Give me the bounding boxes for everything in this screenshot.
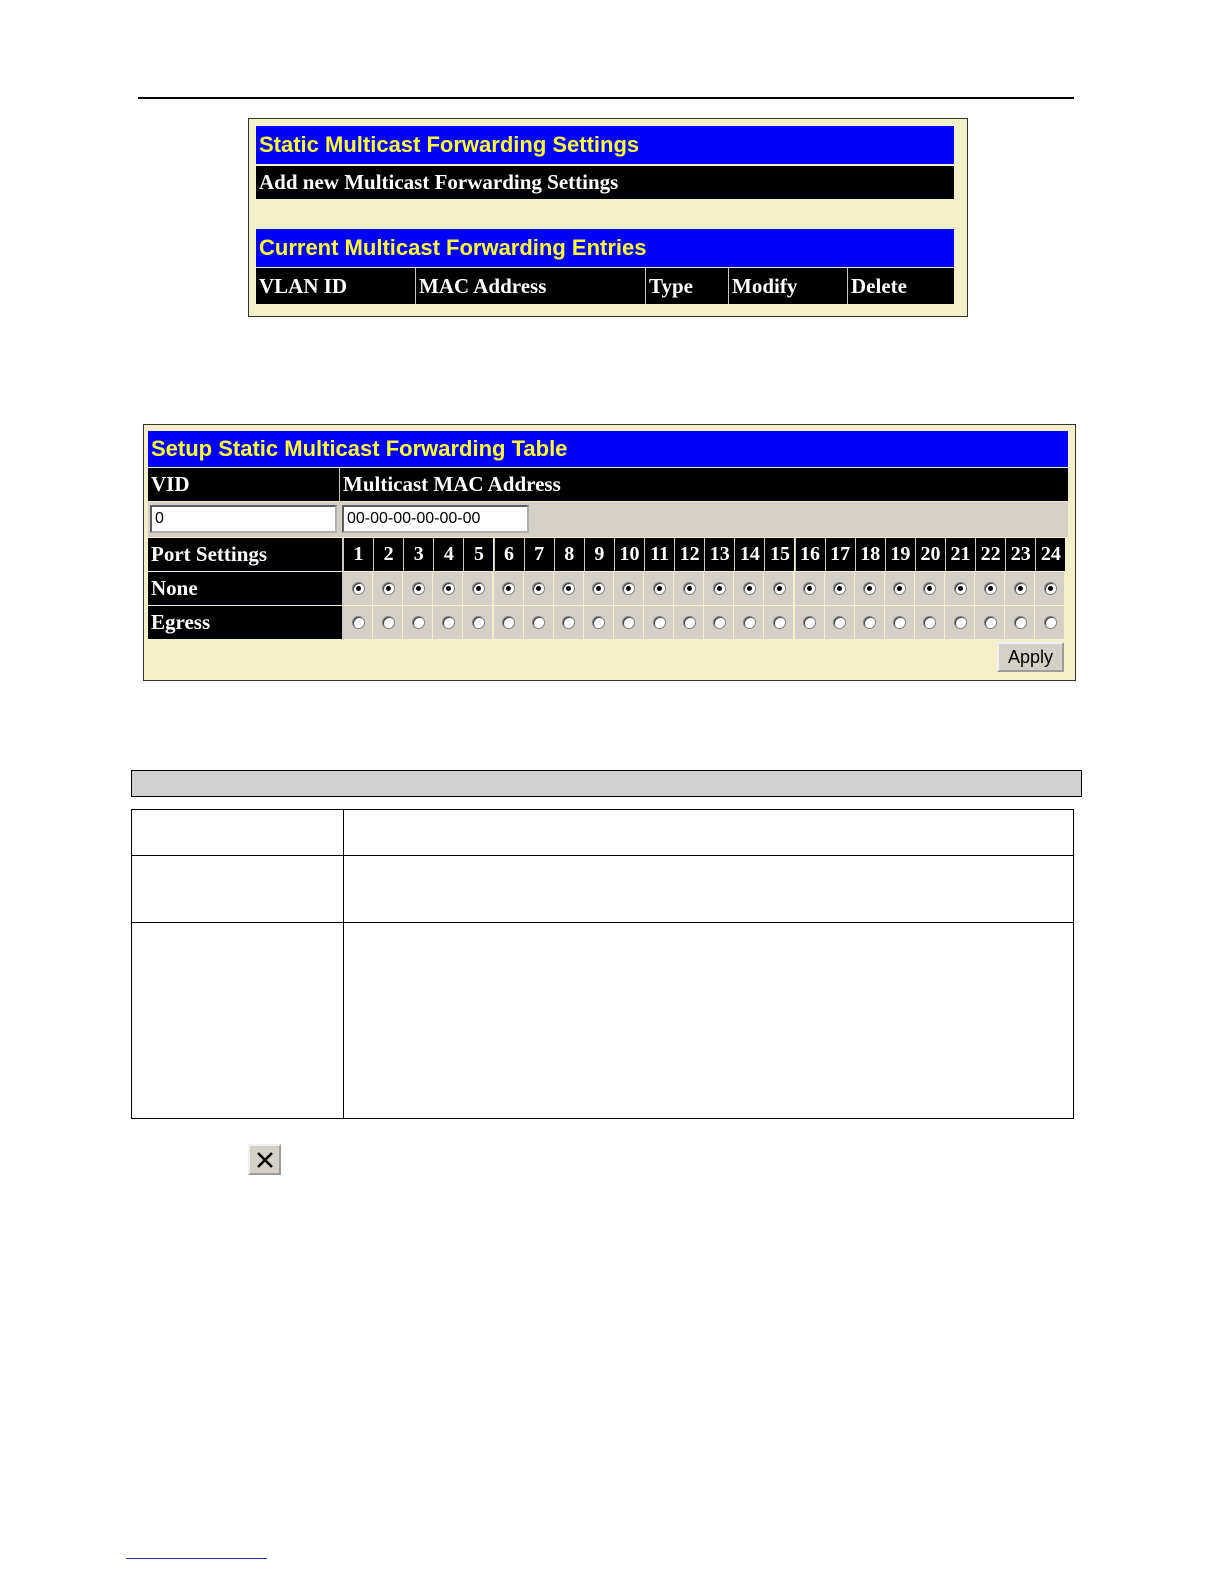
delete-x-icon[interactable] xyxy=(248,1144,281,1175)
port-17-none-radio[interactable] xyxy=(833,582,846,595)
port-9-none-radio[interactable] xyxy=(592,582,605,595)
footer-rule xyxy=(126,1558,267,1559)
row-none-label: None xyxy=(148,572,343,605)
description-table-header xyxy=(131,770,1082,797)
port-2-egress-radio[interactable] xyxy=(382,616,395,629)
radio-cell xyxy=(885,572,915,605)
apply-button[interactable]: Apply xyxy=(997,642,1064,672)
radio-cell xyxy=(795,606,825,639)
vid-label: VID xyxy=(148,468,340,501)
column-mac-address: MAC Address xyxy=(416,268,646,304)
column-vlan-id: VLAN ID xyxy=(256,268,416,304)
radio-cell xyxy=(915,606,945,639)
radio-cell xyxy=(764,606,794,639)
radio-cell xyxy=(855,572,885,605)
radio-cell xyxy=(584,606,614,639)
port-9-egress-radio[interactable] xyxy=(592,616,605,629)
radio-cell xyxy=(494,572,524,605)
port-11-none-radio[interactable] xyxy=(653,582,666,595)
row-egress-label: Egress xyxy=(148,606,343,639)
radio-cell xyxy=(1035,606,1065,639)
port-number-9: 9 xyxy=(584,538,614,571)
port-21-none-radio[interactable] xyxy=(954,582,967,595)
port-number-3: 3 xyxy=(403,538,433,571)
port-number-23: 23 xyxy=(1005,538,1035,571)
port-18-none-radio[interactable] xyxy=(863,582,876,595)
radio-cell xyxy=(704,572,734,605)
port-10-none-radio[interactable] xyxy=(622,582,635,595)
port-24-none-radio[interactable] xyxy=(1044,582,1057,595)
column-delete: Delete xyxy=(848,268,954,304)
radio-cell xyxy=(644,606,674,639)
port-number-4: 4 xyxy=(433,538,463,571)
port-number-17: 17 xyxy=(825,538,855,571)
radio-cell xyxy=(915,572,945,605)
port-4-none-radio[interactable] xyxy=(442,582,455,595)
port-5-egress-radio[interactable] xyxy=(472,616,485,629)
port-17-egress-radio[interactable] xyxy=(833,616,846,629)
radio-cell xyxy=(433,572,463,605)
mac-address-input[interactable] xyxy=(342,505,529,533)
port-7-egress-radio[interactable] xyxy=(532,616,545,629)
radio-cell xyxy=(674,606,704,639)
column-modify: Modify xyxy=(729,268,848,304)
port-3-egress-radio[interactable] xyxy=(412,616,425,629)
port-19-none-radio[interactable] xyxy=(893,582,906,595)
radio-cell xyxy=(945,606,975,639)
port-number-10: 10 xyxy=(614,538,644,571)
radio-cell xyxy=(373,572,403,605)
description-row-divider xyxy=(132,855,1073,856)
radio-cell xyxy=(764,572,794,605)
port-24-egress-radio[interactable] xyxy=(1044,616,1057,629)
port-20-none-radio[interactable] xyxy=(923,582,936,595)
setup-title: Setup Static Multicast Forwarding Table xyxy=(148,431,1068,467)
description-row-divider xyxy=(132,922,1073,923)
radio-cell xyxy=(554,606,584,639)
port-12-egress-radio[interactable] xyxy=(683,616,696,629)
port-number-18: 18 xyxy=(855,538,885,571)
description-divider xyxy=(343,810,344,1118)
settings-title: Static Multicast Forwarding Settings xyxy=(256,126,954,164)
port-11-egress-radio[interactable] xyxy=(653,616,666,629)
port-number-8: 8 xyxy=(554,538,584,571)
port-3-none-radio[interactable] xyxy=(412,582,425,595)
radio-cell xyxy=(524,606,554,639)
port-number-13: 13 xyxy=(704,538,734,571)
radio-cell xyxy=(373,606,403,639)
port-4-egress-radio[interactable] xyxy=(442,616,455,629)
port-number-14: 14 xyxy=(734,538,764,571)
port-10-egress-radio[interactable] xyxy=(622,616,635,629)
radio-cell xyxy=(433,606,463,639)
radio-cell xyxy=(1035,572,1065,605)
radio-cell xyxy=(524,572,554,605)
port-number-12: 12 xyxy=(674,538,704,571)
port-8-egress-radio[interactable] xyxy=(562,616,575,629)
port-22-none-radio[interactable] xyxy=(984,582,997,595)
radio-cell xyxy=(403,572,433,605)
port-19-egress-radio[interactable] xyxy=(893,616,906,629)
port-15-egress-radio[interactable] xyxy=(773,616,786,629)
radio-cell xyxy=(463,606,493,639)
port-settings-label: Port Settings xyxy=(148,538,343,571)
port-number-7: 7 xyxy=(524,538,554,571)
radio-cell xyxy=(343,606,373,639)
radio-cell xyxy=(734,572,764,605)
port-22-egress-radio[interactable] xyxy=(984,616,997,629)
radio-cell xyxy=(614,606,644,639)
port-number-5: 5 xyxy=(463,538,493,571)
port-5-none-radio[interactable] xyxy=(472,582,485,595)
port-number-24: 24 xyxy=(1035,538,1065,571)
port-16-egress-radio[interactable] xyxy=(803,616,816,629)
top-rule xyxy=(138,97,1074,99)
radio-cell xyxy=(734,606,764,639)
port-2-none-radio[interactable] xyxy=(382,582,395,595)
radio-cell xyxy=(463,572,493,605)
radio-cell xyxy=(614,572,644,605)
port-number-15: 15 xyxy=(764,538,794,571)
current-entries-title: Current Multicast Forwarding Entries xyxy=(256,229,954,267)
multicast-forwarding-settings-panel xyxy=(248,118,968,317)
radio-cell xyxy=(855,606,885,639)
port-number-20: 20 xyxy=(915,538,945,571)
port-13-egress-radio[interactable] xyxy=(713,616,726,629)
radio-cell xyxy=(554,572,584,605)
radio-cell xyxy=(644,572,674,605)
radio-cell xyxy=(674,572,704,605)
radio-cell xyxy=(403,606,433,639)
description-table xyxy=(131,809,1074,1119)
port-number-22: 22 xyxy=(975,538,1005,571)
radio-cell xyxy=(1005,572,1035,605)
port-8-none-radio[interactable] xyxy=(562,582,575,595)
radio-cell xyxy=(795,572,825,605)
port-number-19: 19 xyxy=(885,538,915,571)
port-16-none-radio[interactable] xyxy=(803,582,816,595)
port-number-11: 11 xyxy=(644,538,674,571)
radio-cell xyxy=(825,572,855,605)
port-1-egress-radio[interactable] xyxy=(352,616,365,629)
radio-cell xyxy=(704,606,734,639)
add-new-multicast-link[interactable]: Add new Multicast Forwarding Settings xyxy=(256,166,954,199)
port-20-egress-radio[interactable] xyxy=(923,616,936,629)
port-1-none-radio[interactable] xyxy=(352,582,365,595)
port-number-21: 21 xyxy=(945,538,975,571)
radio-cell xyxy=(343,572,373,605)
port-12-none-radio[interactable] xyxy=(683,582,696,595)
radio-cell xyxy=(584,572,614,605)
port-number-16: 16 xyxy=(795,538,825,571)
vid-input[interactable] xyxy=(150,505,337,533)
port-14-none-radio[interactable] xyxy=(743,582,756,595)
radio-cell xyxy=(975,572,1005,605)
radio-cell xyxy=(945,572,975,605)
port-number-2: 2 xyxy=(373,538,403,571)
port-13-none-radio[interactable] xyxy=(713,582,726,595)
port-21-egress-radio[interactable] xyxy=(954,616,967,629)
setup-static-multicast-panel xyxy=(143,424,1076,681)
mac-label: Multicast MAC Address xyxy=(340,468,1068,501)
port-23-egress-radio[interactable] xyxy=(1014,616,1027,629)
port-23-none-radio[interactable] xyxy=(1014,582,1027,595)
radio-cell xyxy=(1005,606,1035,639)
port-number-1: 1 xyxy=(343,538,373,571)
port-7-none-radio[interactable] xyxy=(532,582,545,595)
radio-cell xyxy=(975,606,1005,639)
radio-cell xyxy=(494,606,524,639)
radio-cell xyxy=(825,606,855,639)
radio-cell xyxy=(885,606,915,639)
column-type: Type xyxy=(646,268,729,304)
port-6-egress-radio[interactable] xyxy=(502,616,515,629)
port-number-6: 6 xyxy=(494,538,524,571)
port-18-egress-radio[interactable] xyxy=(863,616,876,629)
port-14-egress-radio[interactable] xyxy=(743,616,756,629)
port-15-none-radio[interactable] xyxy=(773,582,786,595)
port-6-none-radio[interactable] xyxy=(502,582,515,595)
